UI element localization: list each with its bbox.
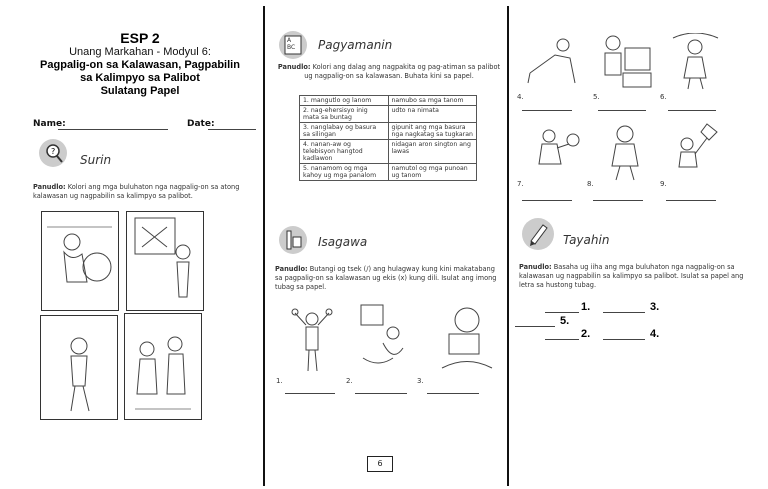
right-item-8: 8.: [587, 180, 594, 188]
tools-icon: [278, 225, 308, 255]
right-item-9: 9.: [660, 180, 667, 188]
tayahin-blank-2[interactable]: [545, 339, 579, 340]
answer-blank-8[interactable]: [593, 200, 643, 201]
table-cell[interactable]: gipunit ang mga basura nga nagkatag sa tugkaran: [388, 123, 477, 140]
tayahin-title: Tayahin: [563, 233, 610, 247]
tayahin-instructions: [519, 263, 749, 290]
isagawa-item-2: 2.: [346, 377, 353, 385]
table-row: [300, 96, 477, 106]
isagawa-picture-1: [290, 305, 335, 375]
surin-instructions: [33, 183, 258, 201]
pencil-icon: [521, 217, 555, 251]
table-cell[interactable]: 4. nanan-aw og telebisyon hangtod kadlawon: [300, 140, 389, 164]
worksheet-title: ESP 2: [120, 30, 160, 46]
surin-instr-text: Kolori ang mga buluhaton nga nagpalig-on sa atong kalawasan ug nagpabilin sa kalimpyo sa palibot.: [33, 183, 240, 200]
name-blank[interactable]: [58, 129, 168, 130]
isagawa-picture-2: [353, 303, 408, 373]
isagawa-instr-label: Panudlo:: [275, 265, 308, 273]
tayahin-blank-4[interactable]: [603, 339, 645, 340]
table-row: [300, 164, 477, 181]
isagawa-instr-text: Butangi og tsek (/) ang hulagway kung kini makatabang sa pagpalig-on sa kalawasan ug ekis (x) kung dili. Isulat ang imong tubag sa papel.: [275, 265, 497, 291]
tayahin-instr-label: Panudlo:: [519, 263, 552, 271]
topic-line-1: Pagpalig-on sa Kalawasan, Pagpabilin: [40, 59, 240, 71]
abc-icon-letter-a: A: [287, 37, 292, 44]
pagyamanin-instructions: [275, 63, 503, 81]
date-blank[interactable]: [208, 129, 256, 130]
table-row: [300, 140, 477, 164]
answer-blank-4[interactable]: [522, 110, 572, 111]
pagyamanin-table: [299, 95, 477, 181]
topic-line-3: Sulatang Papel: [100, 85, 180, 97]
right-picture-4: [525, 33, 580, 88]
right-picture-9: [667, 122, 722, 184]
table-cell[interactable]: namubo sa mga tanom: [388, 96, 477, 106]
table-row: [300, 106, 477, 123]
name-label: Name:: [33, 119, 66, 129]
right-picture-5: [595, 33, 655, 91]
isagawa-picture-3: [437, 300, 497, 372]
isagawa-instructions: [275, 265, 503, 292]
svg-text:?: ?: [51, 147, 56, 156]
tayahin-blank-3[interactable]: [603, 312, 645, 313]
tayahin-item-4: 4.: [650, 328, 660, 340]
table-cell[interactable]: 2. nag-ehersisyo inig mata sa buntag: [300, 106, 389, 123]
surin-instr-label: Panudlo:: [33, 183, 66, 191]
right-item-6: 6.: [660, 93, 667, 101]
surin-picture-2: [126, 211, 204, 311]
abc-icon: [278, 30, 308, 60]
isagawa-answer-blank-3[interactable]: [427, 393, 479, 394]
isagawa-item-1: 1.: [276, 377, 283, 385]
pagyamanin-title: Pagyamanin: [318, 38, 393, 52]
abc-icon-letter-c: C: [291, 44, 296, 51]
tayahin-item-5: 5.: [560, 315, 570, 327]
table-cell[interactable]: 1. mangutlo og lanom: [300, 96, 389, 106]
isagawa-item-3: 3.: [417, 377, 424, 385]
right-picture-7: [527, 126, 582, 181]
tayahin-instr-text: Basaha ug iiha ang mga buluhaton nga nagpalig-on sa kalawasan ug nagpabilin sa kalimpyo sa palibot. Isulat sa papel ang letra sa hustong tubag.: [519, 263, 744, 289]
answer-blank-5[interactable]: [598, 110, 646, 111]
table-cell[interactable]: 3. nanglabay og basura sa silingan: [300, 123, 389, 140]
table-cell[interactable]: nidagan aron sington ang lawas: [388, 140, 477, 164]
pagyamanin-instr-text: Kolori ang dalag ang nagpakita og pag-atiman sa palibot ug nagpalig-on sa kalawasan. Buhata kini sa papel.: [304, 63, 501, 80]
answer-blank-9[interactable]: [666, 200, 716, 201]
date-label: Date:: [187, 119, 215, 129]
tayahin-item-1: 1.: [581, 301, 591, 313]
surin-picture-4: [124, 313, 202, 420]
abc-icon-letter-b: B: [287, 44, 292, 51]
tayahin-item-2: 2.: [581, 328, 591, 340]
page-number: 6: [377, 459, 383, 468]
tayahin-item-3: 3.: [650, 301, 660, 313]
right-item-5: 5.: [593, 93, 600, 101]
table-cell[interactable]: udto na nimata: [388, 106, 477, 123]
table-row: [300, 123, 477, 140]
tayahin-blank-1[interactable]: [545, 312, 579, 313]
topic-line-2: sa Kalimpyo sa Palibot: [80, 72, 200, 84]
magnifier-icon: [38, 138, 68, 168]
tayahin-blank-5[interactable]: [515, 326, 555, 327]
isagawa-answer-blank-1[interactable]: [285, 393, 335, 394]
right-item-4: 4.: [517, 93, 524, 101]
table-cell[interactable]: namutol og mga punoan ug tanom: [388, 164, 477, 181]
surin-picture-3: [40, 315, 118, 420]
surin-picture-1: [41, 211, 119, 311]
isagawa-title: Isagawa: [318, 235, 368, 249]
right-picture-8: [600, 122, 650, 184]
answer-blank-6[interactable]: [668, 110, 716, 111]
table-cell[interactable]: 5. nanamom og mga kahoy ug mga panalom: [300, 164, 389, 181]
isagawa-answer-blank-2[interactable]: [355, 393, 407, 394]
surin-title: Surin: [80, 153, 112, 167]
right-item-7: 7.: [517, 180, 524, 188]
page-number-box: [367, 456, 393, 472]
worksheet-subtitle: Unang Markahan - Modyul 6:: [69, 46, 211, 58]
answer-blank-7[interactable]: [522, 200, 572, 201]
pagyamanin-instr-label: Panudlo:: [277, 63, 311, 71]
column-divider-right: [507, 6, 509, 486]
right-picture-6: [668, 33, 723, 91]
